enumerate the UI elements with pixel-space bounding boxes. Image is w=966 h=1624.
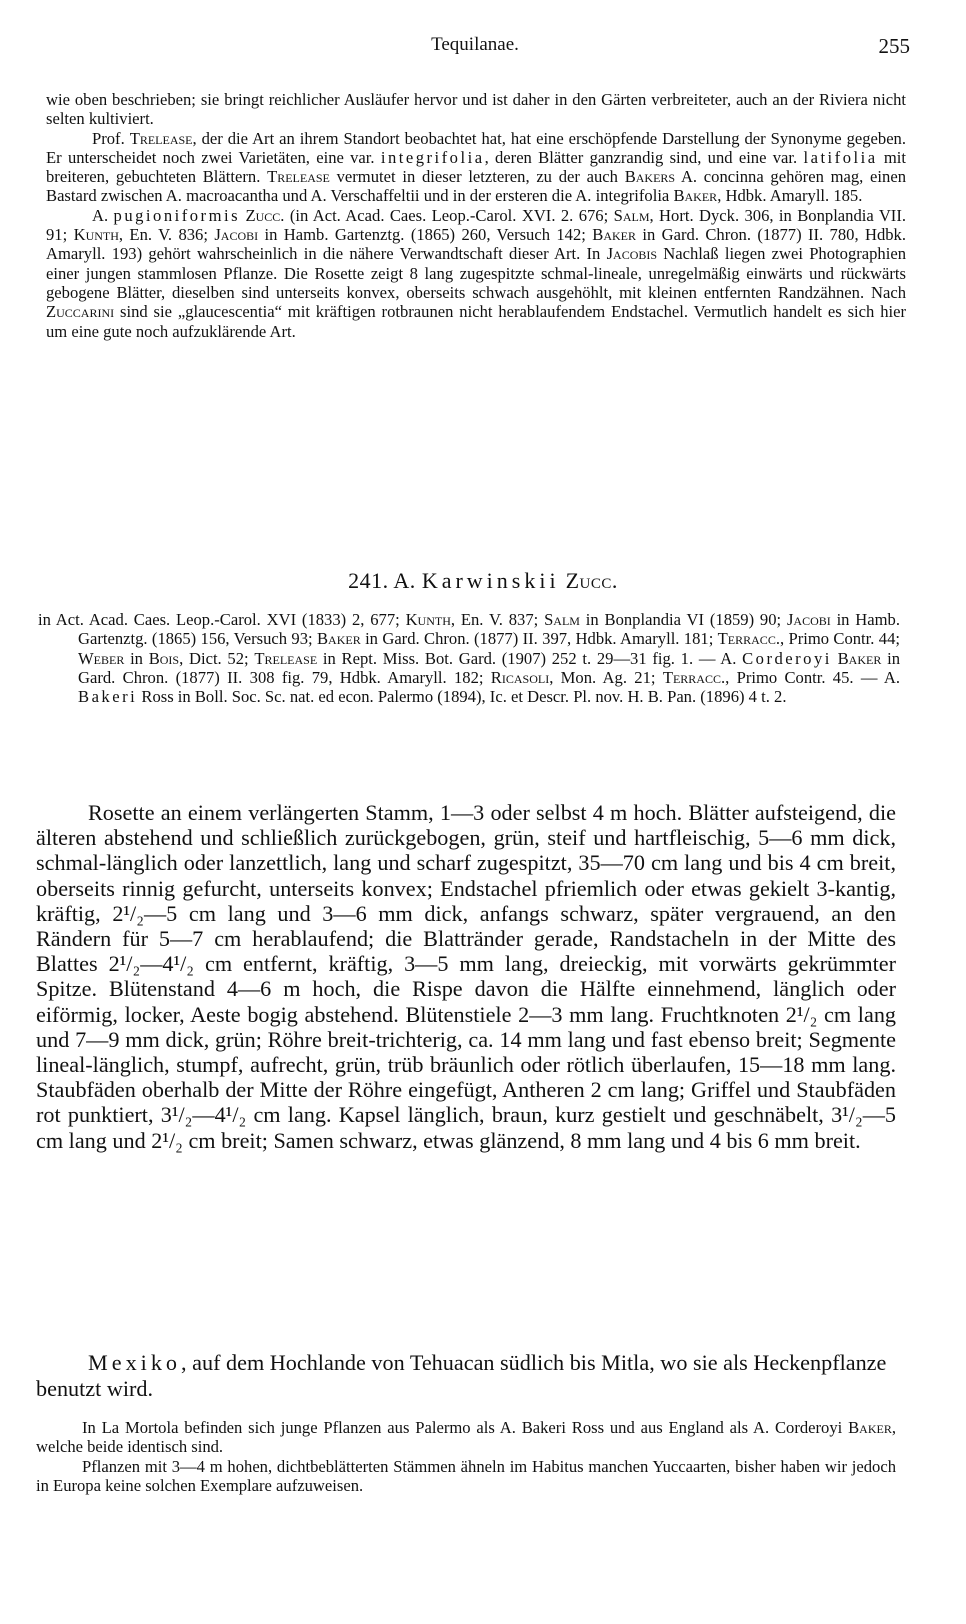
distribution-text: Mexiko, auf dem Hochlande von Tehuacan südlich bis Mitla, wo sie als Heckenpflanze benutzt wird. (36, 1350, 887, 1401)
author-name: Baker (673, 186, 718, 206)
description-paragraph: Rosette an einem verlängerten Stamm, 1—3 oder selbst 4 m hoch. Blätter aufsteigend, die älteren abstehend und schließlich zurückgebogen, grün, steif und hartfleischig, 5—6 mm dick, schmal-länglich oder lanzettlich, lang und scharf zugespitzt, 35—70 cm lang und bis 4 cm breit, oberseits rinnig gefurcht, unterseits konvex; Endstachel pfriemlich oder etwas gekielt 3-kantig, kräftig, 2¹/₂—5 cm lang und 3—6 mm dick, anfangs schwarz, später vergrauend, an den Rändern für 5—7 cm herablaufend; die Blattränder gerade, Randstacheln in der Mitte des Blattes 2¹/₂—4¹/₂ cm entfernt, kräftig, 3—5 mm lang, dreieckig, mit vorwärts gekrümmter Spitze. Blütenstand 4—6 m hoch, die Rispe davon die Hälfte einnehmend, länglich oder eiförmig, locker, Aeste bogig abstehend. Blütenstiele 2—3 mm lang. Fruchtknoten 2¹/₂ cm lang und 7—9 mm dick, grün; Röhre breit-trichterig, ca. 14 mm lang und fast ebenso breit; Segmente lineal-länglich, stumpf, aufrecht, grün, trüb bräunlich oder rötlich überlaufen, 15—18 mm lang. Staubfäden oberhalb der Mitte der Röhre eingefügt, Antheren 2 cm lang; Griffel und Staubfäden rot punktiert, 3¹/₂—4¹/₂ cm lang. Kapsel länglich, braun, kurz gestielt und geschnäbelt, 3¹/₂—5 cm lang und 2¹/₂ cm breit; Samen schwarz, etwas glänzend, 8 mm lang und 4 bis 6 mm breit. (36, 800, 897, 1153)
author-name: Baker (592, 225, 636, 245)
author-name: Zuccarini (46, 302, 115, 322)
author-name: Jacobi (214, 225, 259, 245)
author-name: Trelease (129, 128, 193, 148)
species-description (36, 800, 896, 1153)
note-paragraph-1: In La Mortola befinden sich junge Pflanzen aus Palermo als A. Bakeri Ross und aus England als A. Corderoyi Baker, welche beide identisch sind. (36, 1418, 896, 1457)
author-name: Salm (613, 205, 650, 225)
author-name: Kunth (73, 225, 119, 245)
note-paragraph-2: Pflanzen mit 3—4 m hohen, dichtbeblätterten Stämmen ähneln im Habitus manchen Yuccaarten, bisher haben wir jedoch in Europa keine solchen Exemplare aufzuweisen. (36, 1456, 896, 1495)
intro-text-block (46, 90, 906, 341)
variety-name: latifolia (803, 147, 878, 167)
author-name: Bakers (624, 167, 676, 187)
citation-text: in Act. Acad. Caes. Leop.-Carol. XVI (1833) 2, 677; Kunth, En. V. 837; Salm in Bonplandia VI (1859) 90; Jacobi in Hamb. Gartenztg. (1865) 156, Versuch 93; Baker in Gard. Chron. (1877) II. 397, Hdbk. Amaryll. 181; Terracc., Primo Contr. 44; Weber in Bois, Dict. 52; Trelease in Rept. Miss. Bot. Gard. (1907) 252 t. 29—31 fig. 1. — A. Corderoyi Baker in Gard. Chron. (1877) II. 308 fig. 79, Hdbk. Amaryll. 182; Ricasoli, Mon. Ag. 21; Terracc., Primo Contr. 45. — A. Bakeri Ross in Boll. Soc. Sc. nat. ed econ. Palermo (1894), Ic. et Descr. Pl. nov. H. B. Pan. (1896) 4 t. 2. (38, 610, 900, 707)
page-header (40, 30, 910, 60)
intro-paragraph-3: A. pugioniformis Zucc. (in Act. Acad. Caes. Leop.-Carol. XVI. 2. 676; Salm, Hort. Dyck. 306, in Bonplandia VII. 91; Kunth, En. V. 836; Jacobi in Hamb. Gartenztg. (1865) 260, Versuch 142; Baker in Gard. Chron. (1877) II. 780, Hdbk. Amaryll. 193) gehört wahrscheinlich in die nähere Verwandtschaft dieser Art. In Jacobis Nachlaß liegen zwei Photographien einer jungen stammlosen Pflanze. Die Rosette zeigt 8 lang zugespitzte schmal-lineale, unregelmäßig einwärts und rückwärts gebogene Blätter, dieselben sind unterseits konvex, oberseits schwach ausgehöhlt, mit kleinen entfernten Randzähnen. Nach Zuccarini sind sie „glaucescentia“ mit kräftigen rotbraunen nicht herablaufendem Endstachel. Vermutlich handelt es sich hier um eine gute noch aufzuklärende Art. (46, 205, 907, 341)
intro-paragraph-1: wie oben beschrieben; sie bringt reichlicher Ausläufer hervor und ist daher in den Gärten verbreiteter, auch an der Riviera nicht selten kultiviert. (46, 90, 906, 129)
author-name: Trelease (267, 167, 330, 187)
species-heading: 241. A. Karwinskii Zucc. (348, 568, 618, 593)
notes-block (36, 1418, 896, 1495)
variety-name: integrifolia (380, 147, 485, 167)
author-name: Jacobis (606, 244, 658, 264)
intro-paragraph-2: Prof. Trelease, der die Art an ihrem Standort beobachtet hat, hat eine erschöpfende Darstellung der Synonyme gegeben. Er unterscheidet noch zwei Varietäten, eine var. integrifolia, deren Blätter ganzrandig sind, und eine var. latifolia mit breiteren, gebuchteten Blättern. Trelease vermutet in dieser letzteren, zu der auch Bakers A. concinna gehören mag, einen Bastard zwischen A. macroacantha und A. Verschaffeltii und in der ersteren die A. integrifolia Baker, Hdbk. Amaryll. 185. (46, 128, 906, 206)
species-name: Karwinskii (421, 568, 560, 593)
running-title: Tequilanae. (431, 34, 519, 55)
page-number: 255 (878, 34, 910, 58)
distribution-block (36, 1350, 896, 1402)
citation-block (38, 610, 900, 706)
species-name: pugioniformis (113, 205, 241, 225)
country-name: Mexiko (88, 1350, 182, 1375)
